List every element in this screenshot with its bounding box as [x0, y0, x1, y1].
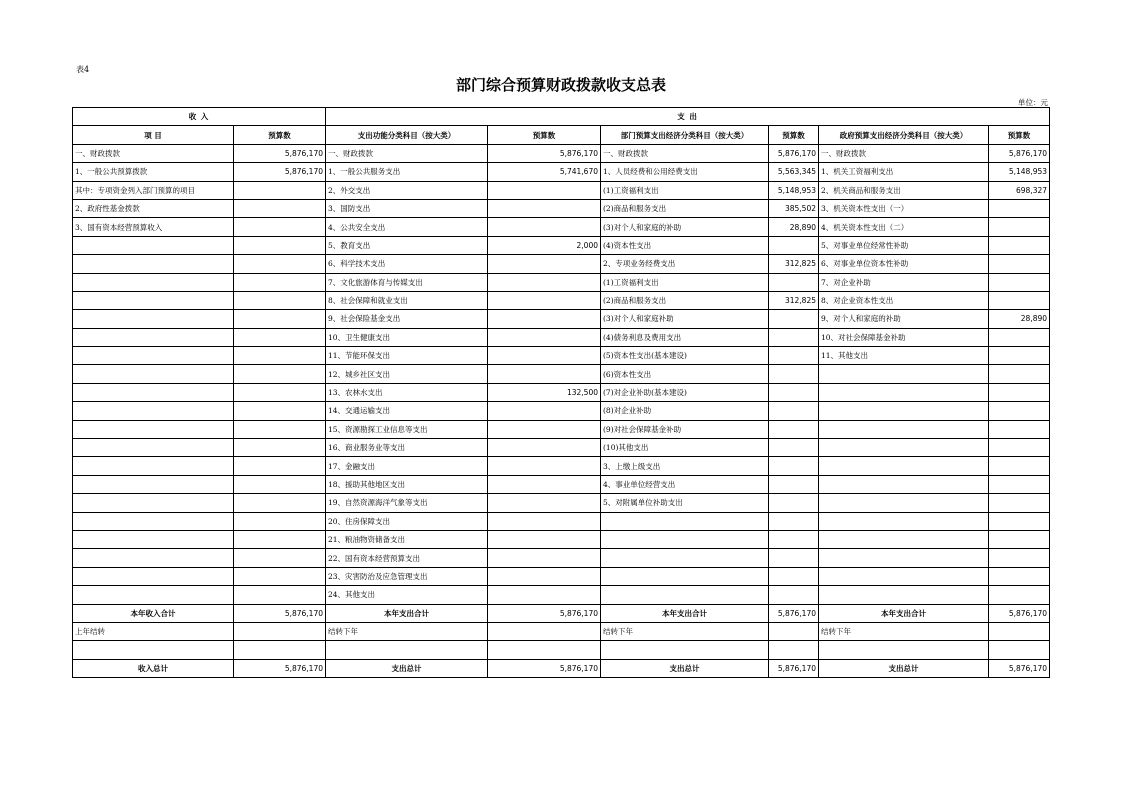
func-budget-cell: 132,500 — [488, 383, 601, 401]
dept-econ-budget-cell — [769, 383, 819, 401]
income-budget-cell: 5,876,170 — [234, 163, 326, 181]
dept-econ-item-cell: 4、事业单位经营支出 — [601, 475, 769, 493]
income-budget-cell — [234, 255, 326, 273]
budget-table — [72, 107, 1050, 678]
gov-econ-budget-cell — [989, 475, 1050, 493]
table-row — [73, 163, 1050, 181]
income-item-cell — [73, 402, 234, 420]
grand-total-income-label: 收入总计 — [73, 659, 234, 677]
table-row — [73, 144, 1050, 162]
dept-econ-item-cell — [601, 512, 769, 530]
income-item-cell — [73, 255, 234, 273]
table-row — [73, 457, 1050, 475]
dept-econ-item-cell: (3)对个人和家庭的补助 — [601, 218, 769, 236]
dept-econ-budget-cell: 385,502 — [769, 199, 819, 217]
income-budget-cell — [234, 236, 326, 254]
dept-econ-budget-cell — [769, 530, 819, 548]
dept-econ-budget-cell — [769, 365, 819, 383]
income-item-cell — [73, 512, 234, 530]
column-header-row — [73, 126, 1050, 144]
gov-econ-budget-cell — [989, 365, 1050, 383]
gov-econ-budget-cell: 5,876,170 — [989, 144, 1050, 162]
header-budget: 预算数 — [989, 126, 1050, 144]
income-item-cell — [73, 439, 234, 457]
func-budget-cell — [488, 549, 601, 567]
func-item-cell: 20、住房保障支出 — [326, 512, 488, 530]
table-row — [73, 439, 1050, 457]
func-budget-cell — [488, 494, 601, 512]
table-row — [73, 199, 1050, 217]
table-row — [73, 291, 1050, 309]
gov-econ-item-cell: 6、对事业单位资本性补助 — [819, 255, 989, 273]
income-item-cell — [73, 530, 234, 548]
func-item-cell: 14、交通运输支出 — [326, 402, 488, 420]
dept-econ-item-cell — [601, 530, 769, 548]
income-item-cell — [73, 549, 234, 567]
dept-econ-item-cell: (8)对企业补助 — [601, 402, 769, 420]
table-row — [73, 347, 1050, 365]
carry-func-value — [488, 622, 601, 640]
header-gov-econ: 政府预算支出经济分类科目（按大类） — [819, 126, 989, 144]
dept-econ-item-cell: (5)资本性支出(基本建设) — [601, 347, 769, 365]
year-total-func: 5,876,170 — [488, 604, 601, 622]
dept-econ-budget-cell: 5,876,170 — [769, 144, 819, 162]
income-budget-cell — [234, 512, 326, 530]
func-budget-cell — [488, 199, 601, 217]
dept-econ-budget-cell — [769, 475, 819, 493]
gov-econ-budget-cell — [989, 218, 1050, 236]
table-row — [73, 475, 1050, 493]
income-budget-cell — [234, 457, 326, 475]
func-budget-cell — [488, 402, 601, 420]
func-item-cell: 24、其他支出 — [326, 586, 488, 604]
func-budget-cell — [488, 328, 601, 346]
income-item-cell — [73, 310, 234, 328]
dept-econ-budget-cell — [769, 457, 819, 475]
gov-econ-item-cell: 8、对企业资本性支出 — [819, 291, 989, 309]
table-row — [73, 383, 1050, 401]
income-item-cell: 1、一般公共预算拨款 — [73, 163, 234, 181]
income-item-cell — [73, 457, 234, 475]
gov-econ-budget-cell — [989, 199, 1050, 217]
dept-econ-budget-cell — [769, 310, 819, 328]
income-item-cell: 一、财政拨款 — [73, 144, 234, 162]
table-row — [73, 402, 1050, 420]
func-budget-cell — [488, 365, 601, 383]
dept-econ-budget-cell — [769, 236, 819, 254]
carry-gov-value — [989, 622, 1050, 640]
gov-econ-item-cell — [819, 549, 989, 567]
dept-econ-item-cell: 1、人员经费和公用经费支出 — [601, 163, 769, 181]
income-budget-cell — [234, 310, 326, 328]
func-budget-cell — [488, 255, 601, 273]
table-row — [73, 310, 1050, 328]
dept-econ-item-cell: (1)工资福利支出 — [601, 273, 769, 291]
table-row — [73, 420, 1050, 438]
carry-row — [73, 622, 1050, 640]
dept-econ-item-cell: 2、专项业务经费支出 — [601, 255, 769, 273]
func-item-cell: 17、金融支出 — [326, 457, 488, 475]
dept-econ-item-cell: 5、对附属单位补助支出 — [601, 494, 769, 512]
dept-econ-item-cell: (7)对企业补助(基本建设) — [601, 383, 769, 401]
table-row — [73, 218, 1050, 236]
gov-econ-budget-cell: 698,327 — [989, 181, 1050, 199]
table-row — [73, 530, 1050, 548]
func-item-cell: 11、节能环保支出 — [326, 347, 488, 365]
year-total-gov: 5,876,170 — [989, 604, 1050, 622]
grand-total-dept: 5,876,170 — [769, 659, 819, 677]
func-budget-cell — [488, 512, 601, 530]
func-item-cell: 3、国防支出 — [326, 199, 488, 217]
func-item-cell: 6、科学技术支出 — [326, 255, 488, 273]
carry-expense-label: 结转下年 — [326, 622, 488, 640]
dept-econ-item-cell: (2)商品和服务支出 — [601, 199, 769, 217]
table-row — [73, 567, 1050, 585]
dept-econ-item-cell — [601, 549, 769, 567]
gov-econ-item-cell: 1、机关工资福利支出 — [819, 163, 989, 181]
gov-econ-item-cell: 3、机关资本性支出（一） — [819, 199, 989, 217]
dept-econ-item-cell: (2)商品和服务支出 — [601, 291, 769, 309]
gov-econ-item-cell: 7、对企业补助 — [819, 273, 989, 291]
table-row — [73, 236, 1050, 254]
income-budget-cell — [234, 549, 326, 567]
income-budget-cell — [234, 420, 326, 438]
section-header-row — [73, 108, 1050, 126]
dept-econ-budget-cell: 312,825 — [769, 291, 819, 309]
grand-total-func: 5,876,170 — [488, 659, 601, 677]
income-item-cell — [73, 383, 234, 401]
gov-econ-budget-cell — [989, 420, 1050, 438]
carry-income-value — [234, 622, 326, 640]
gov-econ-item-cell — [819, 383, 989, 401]
income-budget-cell — [234, 199, 326, 217]
year-total-expense-label: 本年支出合计 — [601, 604, 769, 622]
func-budget-cell — [488, 475, 601, 493]
func-item-cell: 19、自然资源海洋气象等支出 — [326, 494, 488, 512]
func-budget-cell — [488, 273, 601, 291]
gov-econ-budget-cell — [989, 273, 1050, 291]
grand-total-expense-label: 支出总计 — [601, 659, 769, 677]
gov-econ-item-cell: 4、机关资本性支出（二） — [819, 218, 989, 236]
income-budget-cell — [234, 218, 326, 236]
gov-econ-budget-cell — [989, 439, 1050, 457]
income-item-cell — [73, 236, 234, 254]
gov-econ-budget-cell — [989, 383, 1050, 401]
gov-econ-item-cell — [819, 586, 989, 604]
gov-econ-budget-cell — [989, 402, 1050, 420]
dept-econ-budget-cell — [769, 439, 819, 457]
func-item-cell: 5、教育支出 — [326, 236, 488, 254]
func-budget-cell — [488, 439, 601, 457]
table-row — [73, 549, 1050, 567]
carry-income-label: 上年结转 — [73, 622, 234, 640]
dept-econ-item-cell: 一、财政拨款 — [601, 144, 769, 162]
income-item-cell: 2、政府性基金拨款 — [73, 199, 234, 217]
dept-econ-budget-cell — [769, 586, 819, 604]
table-number: 表4 — [76, 65, 90, 74]
header-budget: 预算数 — [488, 126, 601, 144]
income-item-cell — [73, 567, 234, 585]
dept-econ-item-cell: (9)对社会保障基金补助 — [601, 420, 769, 438]
blank-row — [73, 641, 1050, 659]
income-item-cell: 其中：专项资金列入部门预算的项目 — [73, 181, 234, 199]
income-item-cell — [73, 420, 234, 438]
dept-econ-item-cell — [601, 586, 769, 604]
income-item-cell — [73, 494, 234, 512]
income-budget-cell — [234, 347, 326, 365]
gov-econ-budget-cell — [989, 255, 1050, 273]
grand-total-income: 5,876,170 — [234, 659, 326, 677]
dept-econ-item-cell: (10)其他支出 — [601, 439, 769, 457]
header-budget: 预算数 — [234, 126, 326, 144]
table-row — [73, 494, 1050, 512]
page-title: 部门综合预算财政拨款收支总表 — [455, 76, 666, 94]
income-item-cell — [73, 586, 234, 604]
dept-econ-item-cell: (1)工资福利支出 — [601, 181, 769, 199]
gov-econ-budget-cell: 28,890 — [989, 310, 1050, 328]
year-total-income: 5,876,170 — [234, 604, 326, 622]
income-item-cell — [73, 365, 234, 383]
dept-econ-budget-cell: 28,890 — [769, 218, 819, 236]
func-item-cell: 22、国有资本经营预算支出 — [326, 549, 488, 567]
year-total-income-label: 本年收入合计 — [73, 604, 234, 622]
gov-econ-item-cell: 2、机关商品和服务支出 — [819, 181, 989, 199]
gov-econ-item-cell — [819, 365, 989, 383]
gov-econ-item-cell: 9、对个人和家庭的补助 — [819, 310, 989, 328]
grand-total-row — [73, 659, 1050, 677]
table-row — [73, 255, 1050, 273]
gov-econ-budget-cell — [989, 549, 1050, 567]
func-item-cell: 16、商业服务业等支出 — [326, 439, 488, 457]
table-row — [73, 181, 1050, 199]
func-budget-cell — [488, 310, 601, 328]
table-row — [73, 273, 1050, 291]
dept-econ-item-cell: (3)对个人和家庭补助 — [601, 310, 769, 328]
dept-econ-item-cell: (4)资本性支出 — [601, 236, 769, 254]
income-item-cell — [73, 291, 234, 309]
dept-econ-budget-cell: 312,825 — [769, 255, 819, 273]
table-row — [73, 512, 1050, 530]
func-item-cell: 8、社会保障和就业支出 — [326, 291, 488, 309]
func-item-cell: 7、文化旅游体育与传媒支出 — [326, 273, 488, 291]
dept-econ-item-cell: (6)资本性支出 — [601, 365, 769, 383]
income-item-cell — [73, 475, 234, 493]
income-budget-cell — [234, 439, 326, 457]
year-total-expense-label: 本年支出合计 — [326, 604, 488, 622]
dept-econ-item-cell: 3、上缴上级支出 — [601, 457, 769, 475]
dept-econ-budget-cell — [769, 549, 819, 567]
carry-dept-value — [769, 622, 819, 640]
income-item-cell — [73, 328, 234, 346]
gov-econ-item-cell — [819, 530, 989, 548]
func-budget-cell — [488, 530, 601, 548]
func-item-cell: 15、资源勘探工业信息等支出 — [326, 420, 488, 438]
dept-econ-budget-cell: 5,563,345 — [769, 163, 819, 181]
gov-econ-item-cell — [819, 439, 989, 457]
year-total-dept: 5,876,170 — [769, 604, 819, 622]
year-total-row — [73, 604, 1050, 622]
func-item-cell: 21、粮油物资储备支出 — [326, 530, 488, 548]
dept-econ-budget-cell — [769, 567, 819, 585]
year-total-expense-label: 本年支出合计 — [819, 604, 989, 622]
income-budget-cell — [234, 530, 326, 548]
gov-econ-budget-cell — [989, 512, 1050, 530]
gov-econ-item-cell — [819, 457, 989, 475]
carry-expense-label: 结转下年 — [819, 622, 989, 640]
header-func: 支出功能分类科目（按大类） — [326, 126, 488, 144]
dept-econ-budget-cell — [769, 494, 819, 512]
func-item-cell: 10、卫生健康支出 — [326, 328, 488, 346]
income-item-cell — [73, 273, 234, 291]
func-item-cell: 18、援助其他地区支出 — [326, 475, 488, 493]
income-budget-cell — [234, 475, 326, 493]
gov-econ-item-cell — [819, 494, 989, 512]
func-budget-cell — [488, 181, 601, 199]
header-budget: 预算数 — [769, 126, 819, 144]
carry-expense-label: 结转下年 — [601, 622, 769, 640]
gov-econ-budget-cell — [989, 236, 1050, 254]
gov-econ-item-cell — [819, 567, 989, 585]
func-budget-cell: 5,741,670 — [488, 163, 601, 181]
income-section-header: 收 入 — [73, 108, 326, 126]
func-item-cell: 1、一般公共服务支出 — [326, 163, 488, 181]
gov-econ-item-cell: 11、其他支出 — [819, 347, 989, 365]
income-budget-cell — [234, 328, 326, 346]
func-item-cell: 4、公共安全支出 — [326, 218, 488, 236]
func-budget-cell — [488, 218, 601, 236]
gov-econ-budget-cell — [989, 347, 1050, 365]
func-budget-cell: 5,876,170 — [488, 144, 601, 162]
gov-econ-item-cell — [819, 402, 989, 420]
income-budget-cell — [234, 273, 326, 291]
gov-econ-budget-cell: 5,148,953 — [989, 163, 1050, 181]
income-budget-cell — [234, 365, 326, 383]
dept-econ-budget-cell — [769, 420, 819, 438]
dept-econ-budget-cell: 5,148,953 — [769, 181, 819, 199]
func-budget-cell — [488, 420, 601, 438]
func-budget-cell — [488, 567, 601, 585]
unit-label: 单位：元 — [1018, 98, 1048, 107]
func-item-cell: 13、农林水支出 — [326, 383, 488, 401]
gov-econ-item-cell: 10、对社会保障基金补助 — [819, 328, 989, 346]
income-budget-cell — [234, 291, 326, 309]
gov-econ-budget-cell — [989, 586, 1050, 604]
func-item-cell: 9、社会保险基金支出 — [326, 310, 488, 328]
gov-econ-item-cell: 一、财政拨款 — [819, 144, 989, 162]
gov-econ-budget-cell — [989, 494, 1050, 512]
income-budget-cell — [234, 402, 326, 420]
grand-total-gov: 5,876,170 — [989, 659, 1050, 677]
dept-econ-budget-cell — [769, 347, 819, 365]
func-item-cell: 23、灾害防治及应急管理支出 — [326, 567, 488, 585]
dept-econ-budget-cell — [769, 273, 819, 291]
dept-econ-budget-cell — [769, 512, 819, 530]
func-budget-cell — [488, 586, 601, 604]
income-item-cell — [73, 347, 234, 365]
income-budget-cell — [234, 586, 326, 604]
header-item: 项 目 — [73, 126, 234, 144]
dept-econ-budget-cell — [769, 402, 819, 420]
gov-econ-budget-cell — [989, 567, 1050, 585]
gov-econ-item-cell: 5、对事业单位经常性补助 — [819, 236, 989, 254]
income-budget-cell — [234, 181, 326, 199]
func-item-cell: 2、外交支出 — [326, 181, 488, 199]
func-budget-cell: 2,000 — [488, 236, 601, 254]
func-budget-cell — [488, 457, 601, 475]
income-budget-cell — [234, 383, 326, 401]
gov-econ-item-cell — [819, 512, 989, 530]
header-dept-econ: 部门预算支出经济分类科目（按大类） — [601, 126, 769, 144]
func-budget-cell — [488, 291, 601, 309]
income-budget-cell: 5,876,170 — [234, 144, 326, 162]
income-budget-cell — [234, 494, 326, 512]
table-row — [73, 365, 1050, 383]
table-row — [73, 586, 1050, 604]
func-item-cell: 12、城乡社区支出 — [326, 365, 488, 383]
grand-total-expense-label: 支出总计 — [819, 659, 989, 677]
grand-total-expense-label: 支出总计 — [326, 659, 488, 677]
gov-econ-budget-cell — [989, 328, 1050, 346]
dept-econ-item-cell: (4)债务利息及费用支出 — [601, 328, 769, 346]
table-row — [73, 328, 1050, 346]
income-item-cell: 3、国有资本经营预算收入 — [73, 218, 234, 236]
dept-econ-budget-cell — [769, 328, 819, 346]
gov-econ-budget-cell — [989, 530, 1050, 548]
gov-econ-item-cell — [819, 420, 989, 438]
func-budget-cell — [488, 347, 601, 365]
gov-econ-budget-cell — [989, 457, 1050, 475]
gov-econ-budget-cell — [989, 291, 1050, 309]
func-item-cell: 一、财政拨款 — [326, 144, 488, 162]
gov-econ-item-cell — [819, 475, 989, 493]
expense-section-header: 支 出 — [326, 108, 1050, 126]
dept-econ-item-cell — [601, 567, 769, 585]
income-budget-cell — [234, 567, 326, 585]
